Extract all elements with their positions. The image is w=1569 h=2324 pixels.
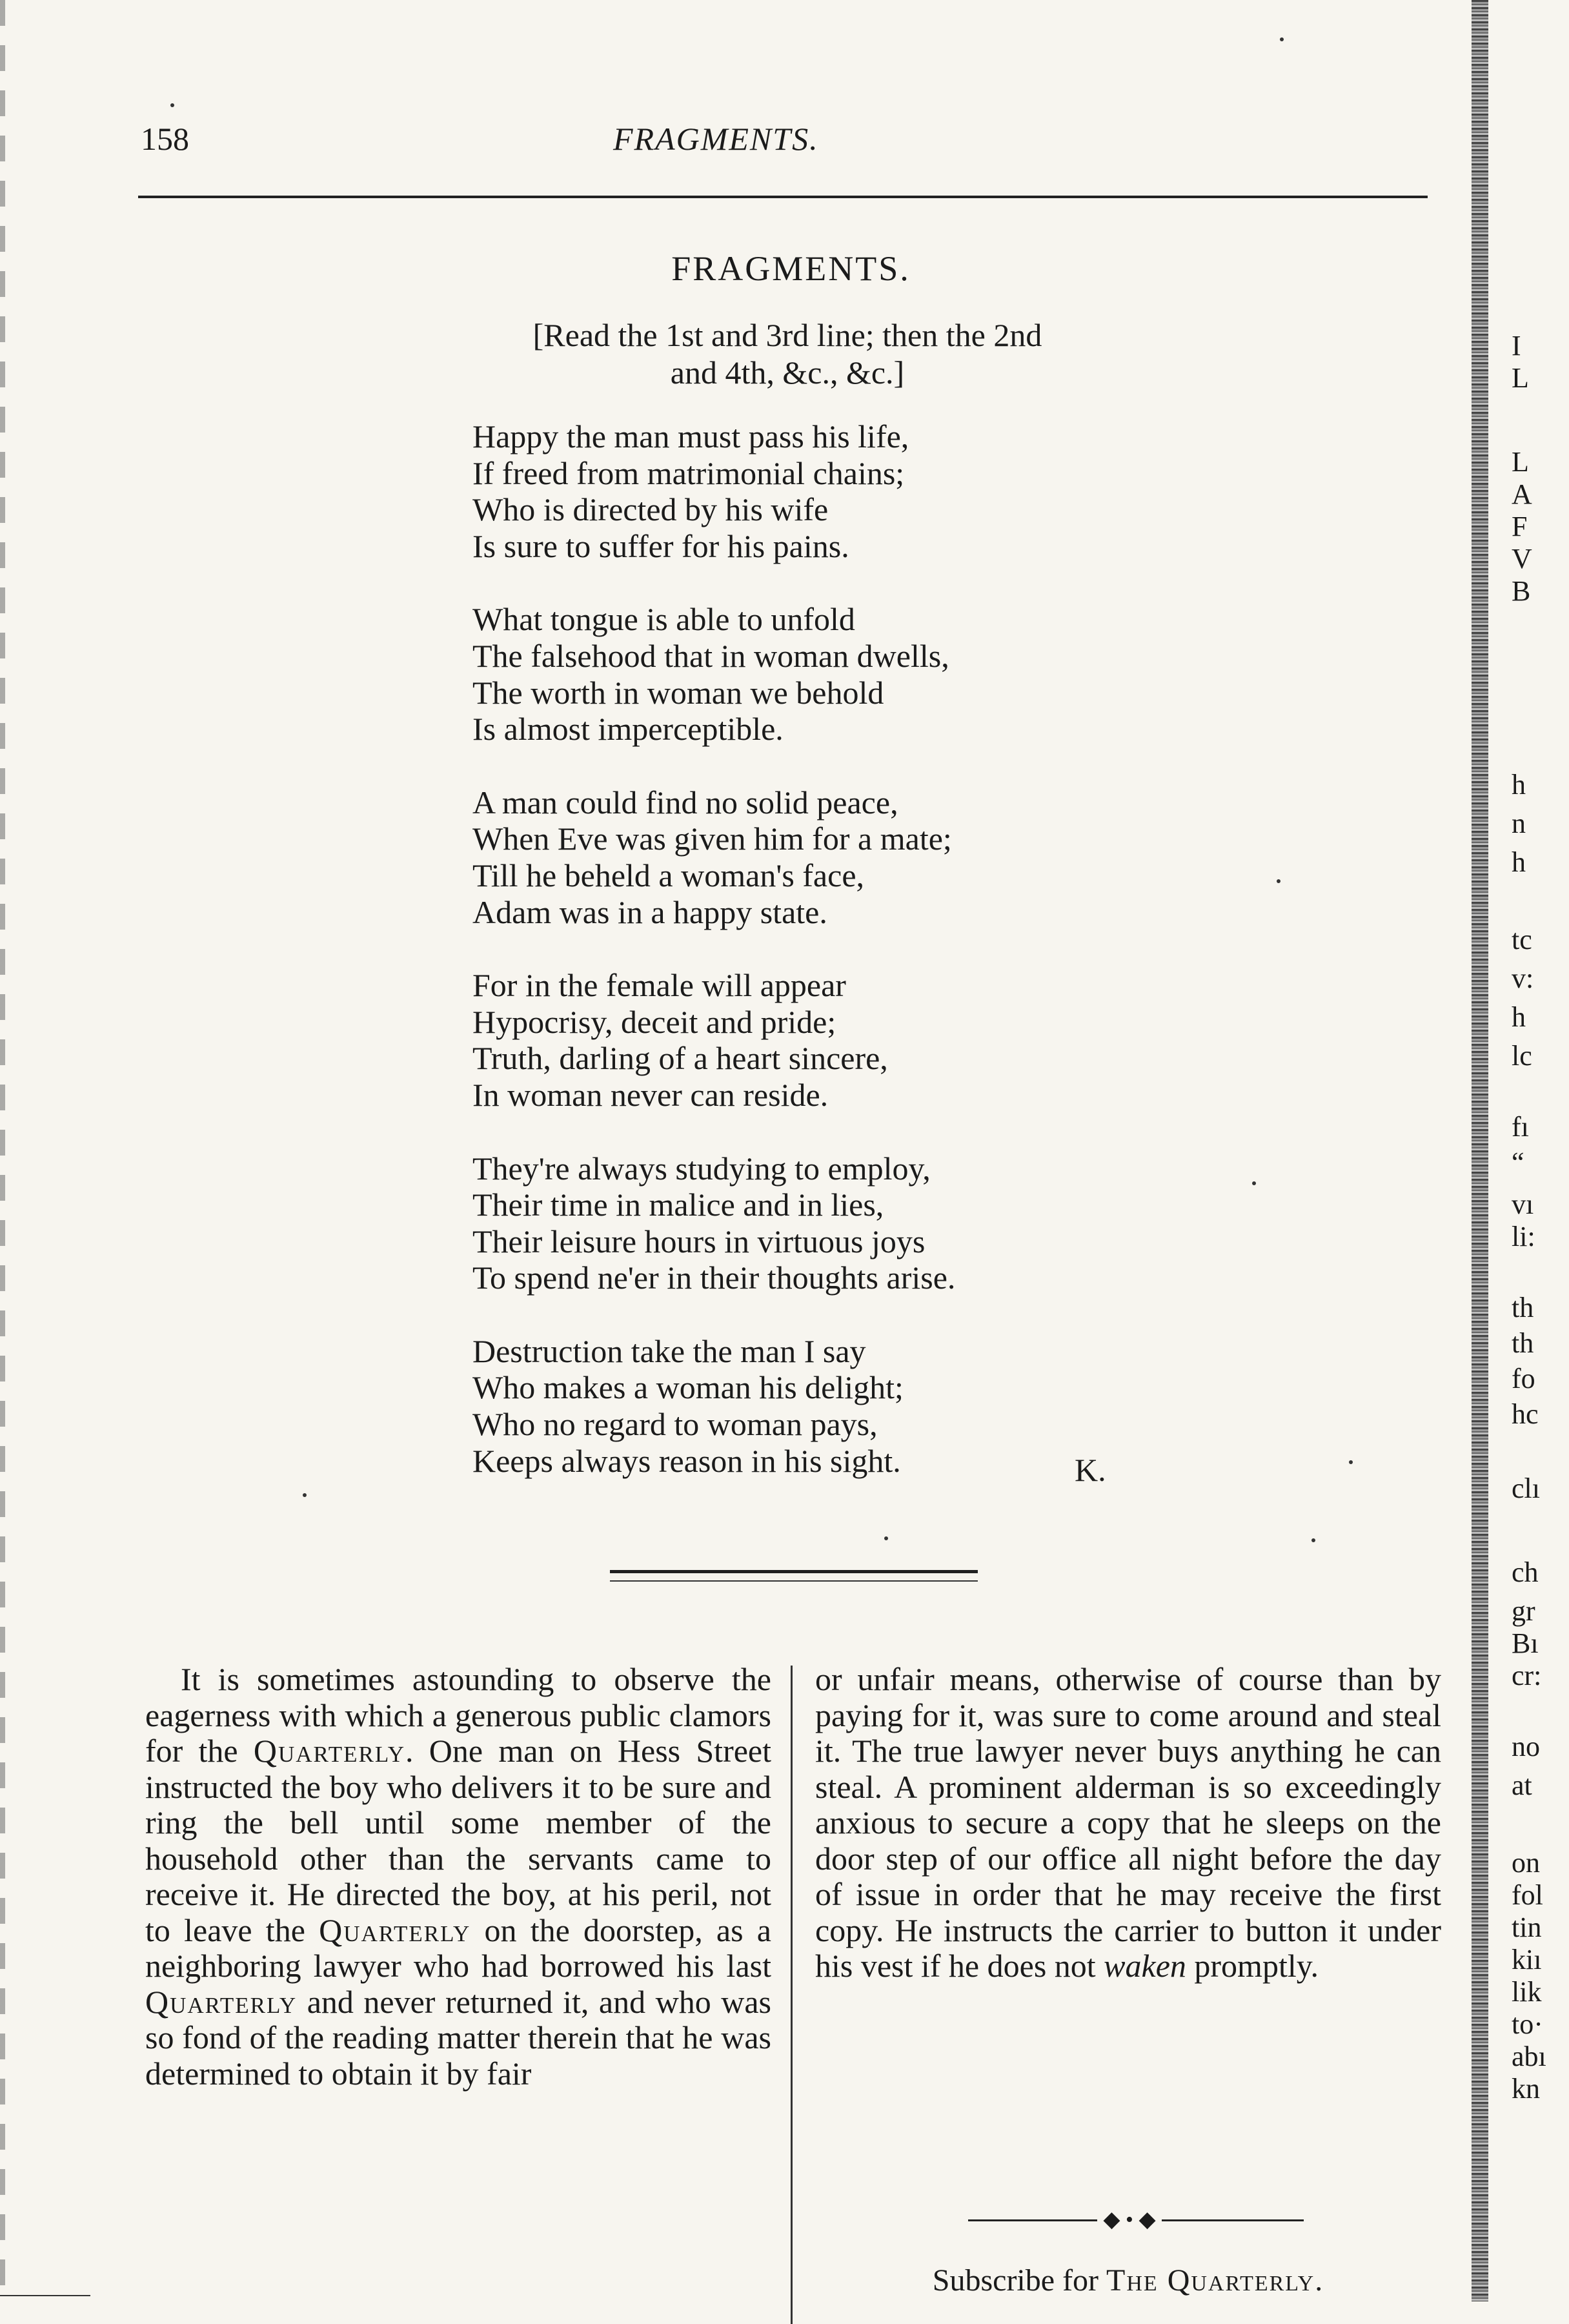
poem-line: Who no regard to woman pays, — [472, 1406, 878, 1443]
poem-line: Keeps always reason in his sight. — [472, 1442, 901, 1479]
scan-speck — [1311, 1538, 1315, 1542]
adjacent-page-fragment: clı — [1512, 1473, 1540, 1504]
scan-speck — [303, 1493, 307, 1497]
quarterly-name: Quarterly — [253, 1733, 406, 1769]
notice-left-column — [145, 1662, 771, 2092]
poem-line: Their leisure hours in virtuous joys — [472, 1223, 926, 1259]
poem-line: To spend ne'er in their thoughts arise. — [472, 1259, 956, 1296]
notice-right-column — [815, 1662, 1441, 1984]
scan-speck — [1252, 1181, 1256, 1185]
adjacent-page-fragment: L — [1512, 446, 1529, 478]
poem-line: In woman never can reside. — [472, 1076, 829, 1113]
italic-word: waken — [1104, 1948, 1186, 1984]
adjacent-page-fragment: cr: — [1512, 1660, 1542, 1691]
divider-ornament: ◆ • ◆ — [1097, 2207, 1162, 2232]
adjacent-page-fragment: abı — [1512, 2041, 1546, 2072]
scan-speck — [1277, 879, 1281, 883]
poem-line: When Eve was given him for a mate; — [472, 821, 952, 857]
subscribe-line — [815, 2263, 1441, 2298]
stanza — [472, 1333, 955, 1479]
adjacent-page-fragment: li: — [1512, 1221, 1535, 1252]
notice-paragraph — [815, 1662, 1441, 1984]
header-rule — [138, 196, 1428, 198]
text-run: and never returned it, and who was so fond of the reading matter therein that he was determined to obtain it by fair — [145, 1983, 771, 2092]
notice-paragraph — [145, 1662, 771, 2092]
adjacent-page-fragment: h — [1512, 769, 1526, 800]
instruction-line: [Read the 1st and 3rd line; then the 2nd — [532, 317, 1042, 353]
reading-instruction — [426, 316, 1149, 391]
stanza — [472, 967, 955, 1113]
adjacent-page-fragment: lik — [1512, 1976, 1542, 2008]
page-number: 158 — [141, 121, 189, 157]
quarterly-name: Quarterly — [319, 1911, 471, 1948]
poem-line: Who makes a woman his delight; — [472, 1369, 904, 1406]
poem-line: If freed from matrimonial chains; — [472, 454, 905, 491]
adjacent-page-fragment: fı — [1512, 1111, 1529, 1143]
poem — [472, 418, 955, 1516]
instruction-line: and 4th, &c., &c.] — [670, 354, 905, 391]
adjacent-page-fragment: tin — [1512, 1911, 1542, 1943]
stanza — [472, 418, 955, 564]
bottom-edge-mark — [0, 2295, 90, 2296]
adjacent-page-fragment: vı — [1512, 1188, 1534, 1220]
poem-line: The falsehood that in woman dwells, — [472, 637, 949, 674]
stanza — [472, 1150, 955, 1296]
adjacent-page-fragment: lc — [1512, 1040, 1532, 1072]
adjacent-page-fragment: “ — [1512, 1147, 1524, 1178]
adjacent-page-fragment: v: — [1512, 963, 1534, 994]
adjacent-page-fragment: A — [1512, 478, 1532, 510]
poem-line: Till he beheld a woman's face, — [472, 857, 865, 893]
poem-line: The worth in woman we behold — [472, 674, 884, 711]
text-run: It is sometimes astounding to observe the eagerness with which a generous public clamors for the — [145, 1661, 771, 1769]
poem-line: Adam was in a happy state. — [472, 893, 827, 930]
adjacent-page-fragment: kiı — [1512, 1944, 1542, 1975]
poem-line: Truth, darling of a heart sincere, — [472, 1040, 888, 1077]
text-run: or unfair means, otherwise of course than by paying for it, was sure to come around and steal it. The true lawyer never buys anything he can steal. A prominent alderman is so exceedingly anxious to secure a copy that he sleeps on the door step of our office all night before the day of issue in order that he may receive the first copy. He instructs the carrier to button it under his vest if he does not — [815, 1661, 1441, 1984]
poem-line: Hypocrisy, deceit and pride; — [472, 1003, 836, 1040]
adjacent-page-fragment: Bı — [1512, 1627, 1539, 1659]
adjacent-page-fragment: n — [1512, 808, 1526, 839]
column-rule — [791, 1666, 793, 2324]
left-page-edge — [0, 0, 5, 2301]
adjacent-page-fragment: tc — [1512, 924, 1532, 955]
adjacent-page-fragment: gr — [1512, 1595, 1535, 1627]
scan-speck — [884, 1536, 888, 1540]
scan-speck — [1280, 37, 1284, 41]
adjacent-page-fragment: h — [1512, 1001, 1526, 1033]
scan-speck — [170, 103, 174, 107]
poem-line: What tongue is able to unfold — [472, 601, 855, 638]
adjacent-page-fragment: V — [1512, 543, 1532, 575]
poem-line: A man could find no solid peace, — [472, 784, 898, 821]
poem-line: Is almost imperceptible. — [472, 711, 784, 748]
poem-line: They're always studying to employ, — [472, 1150, 931, 1187]
adjacent-page-fragments — [1512, 0, 1569, 2301]
adjacent-page-fragment: F — [1512, 511, 1528, 542]
poem-line: Destruction take the man I say — [472, 1332, 866, 1369]
poem-line: Who is directed by his wife — [472, 491, 829, 528]
text-run: promptly. — [1186, 1948, 1319, 1984]
author-signature: K. — [1075, 1452, 1106, 1488]
adjacent-page-fragment: no — [1512, 1731, 1540, 1762]
poem-line: Their time in malice and in lies, — [472, 1187, 884, 1223]
adjacent-page-fragment: kn — [1512, 2073, 1540, 2105]
text-run: . One man on Hess Street instructed the boy who delivers it to be sure and ring the bell until some member of the household other than the servants came to receive it. He directed the boy, at his peril, not to leave the — [145, 1733, 771, 1948]
stanza — [472, 601, 955, 747]
quarterly-name: Quarterly — [145, 1983, 298, 2020]
adjacent-page-fragment: to· — [1512, 2008, 1543, 2040]
poem-line: Happy the man must pass his life, — [472, 418, 909, 454]
adjacent-page-fragment: at — [1512, 1769, 1532, 1801]
adjacent-page-fragment: h — [1512, 846, 1526, 878]
subscribe-prefix: Subscribe for — [932, 2263, 1107, 2298]
gutter-binding — [1472, 0, 1488, 2301]
adjacent-page-fragment: L — [1512, 362, 1529, 394]
adjacent-page-fragment: th — [1512, 1292, 1534, 1323]
quarterly-name: The Quarterly. — [1106, 2263, 1324, 2298]
adjacent-page-fragment: on — [1512, 1847, 1540, 1879]
adjacent-page-fragment: B — [1512, 575, 1531, 607]
adjacent-page-fragment: th — [1512, 1327, 1534, 1359]
text-run: on the doorstep, as a neighboring lawyer who had borrowed his last — [145, 1911, 771, 1984]
adjacent-page-fragment: I — [1512, 330, 1521, 362]
poem-line: For in the female will appear — [472, 967, 846, 1004]
adjacent-page-fragment: ch — [1512, 1556, 1539, 1588]
running-title: FRAGMENTS. — [613, 121, 819, 157]
adjacent-page-fragment: fo — [1512, 1363, 1535, 1394]
section-divider — [610, 1570, 978, 1573]
article-title: FRAGMENTS. — [671, 249, 911, 288]
scan-speck — [1349, 1460, 1353, 1464]
stanza — [472, 784, 955, 930]
poem-line: Is sure to suffer for his pains. — [472, 527, 849, 564]
adjacent-page-fragment: hc — [1512, 1398, 1539, 1430]
section-divider-thin — [610, 1580, 978, 1582]
adjacent-page-fragment: fol — [1512, 1879, 1543, 1911]
